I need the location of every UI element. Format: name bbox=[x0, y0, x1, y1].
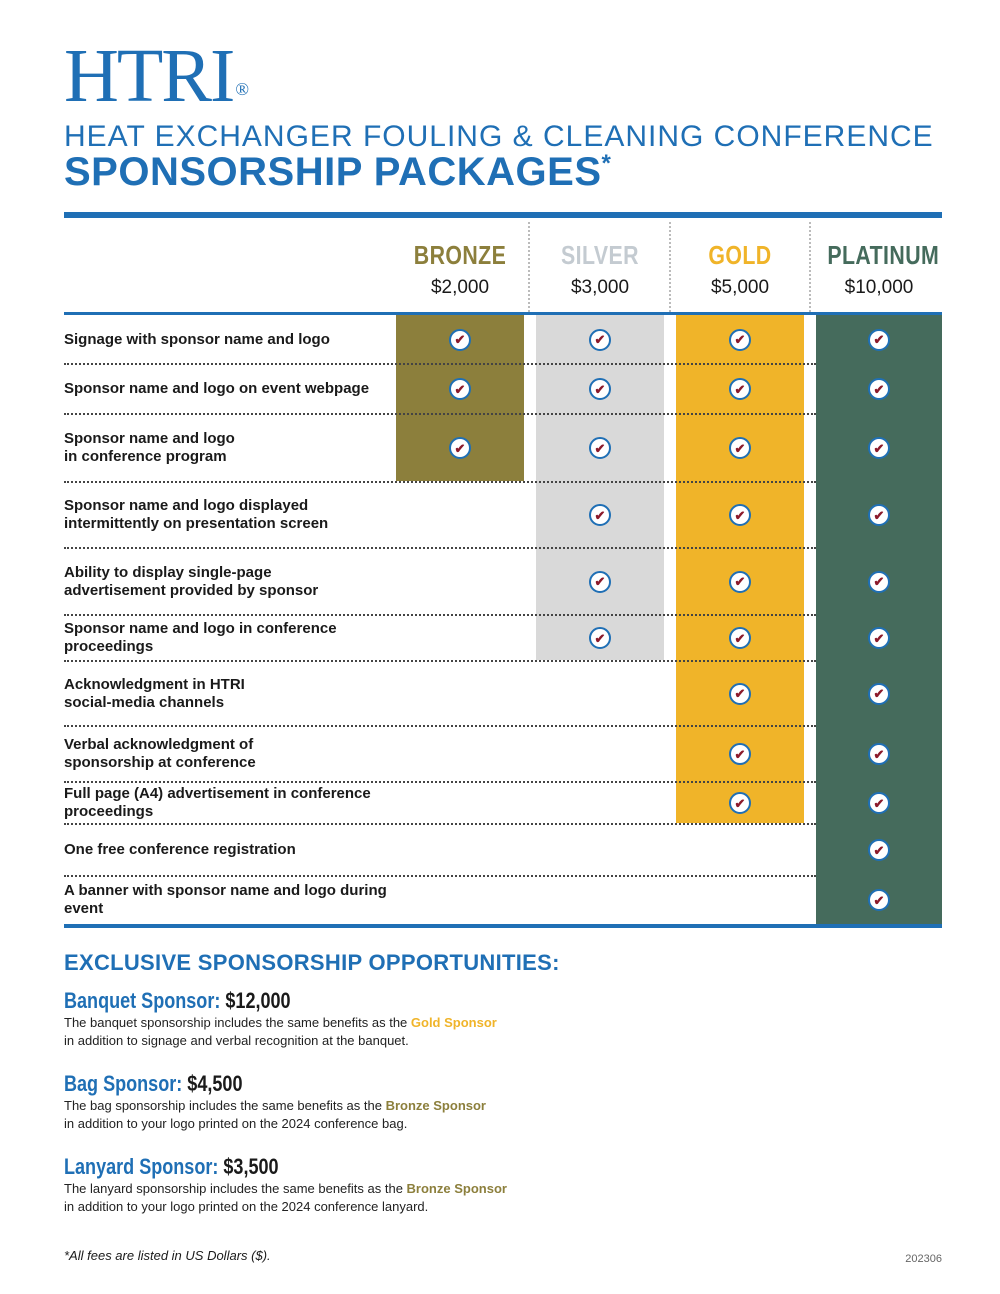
header-divider bbox=[669, 222, 671, 312]
benefit-label-line: advertisement provided by sponsor bbox=[64, 581, 319, 599]
check-circle-icon: ✔ bbox=[729, 571, 751, 593]
tier-price: $10,000 bbox=[844, 277, 914, 298]
check-circle-icon: ✔ bbox=[729, 437, 751, 459]
tier-name: PLATINUM bbox=[827, 240, 940, 270]
check-circle-icon: ✔ bbox=[868, 683, 890, 705]
opportunity-description bbox=[64, 1014, 764, 1050]
benefit-label bbox=[64, 482, 394, 548]
benefit-label-line: Acknowledgment in HTRI bbox=[64, 675, 245, 693]
row-divider bbox=[64, 725, 816, 727]
tier-column-platinum bbox=[816, 315, 942, 924]
row-divider bbox=[64, 781, 816, 783]
check-circle-icon: ✔ bbox=[589, 627, 611, 649]
check-circle-icon: ✔ bbox=[729, 743, 751, 765]
check-circle-icon: ✔ bbox=[868, 743, 890, 765]
benefit-label-line: sponsorship at conference bbox=[64, 754, 256, 771]
benefit-label bbox=[64, 661, 394, 726]
desc-text: The lanyard sponsorship includes the same benefits as the bbox=[64, 1181, 407, 1196]
check-circle-icon: ✔ bbox=[868, 329, 890, 351]
check-circle-icon: ✔ bbox=[868, 571, 890, 593]
desc-highlight: Gold Sponsor bbox=[410, 1015, 497, 1030]
row-divider bbox=[64, 823, 816, 825]
opportunity-description bbox=[64, 1180, 764, 1216]
benefit-label bbox=[64, 615, 394, 661]
benefit-label-line: in conference program bbox=[64, 448, 227, 465]
desc-highlight: Bronze Sponsor bbox=[406, 1181, 507, 1196]
row-divider bbox=[64, 875, 816, 877]
opportunity-name: Bag Sponsor bbox=[64, 1071, 177, 1096]
check-circle-icon: ✔ bbox=[868, 378, 890, 400]
opportunity-heading: Bag Sponsor: $4,500 bbox=[64, 1071, 243, 1096]
table-bottom-rule bbox=[64, 924, 942, 928]
check-circle-icon: ✔ bbox=[449, 329, 471, 351]
row-divider bbox=[64, 413, 816, 415]
opportunity-price: $3,500 bbox=[223, 1154, 279, 1179]
check-circle-icon: ✔ bbox=[868, 627, 890, 649]
check-circle-icon: ✔ bbox=[729, 378, 751, 400]
tier-name: GOLD bbox=[708, 240, 772, 270]
row-divider bbox=[64, 547, 816, 549]
benefit-label-line: One free conference registration bbox=[64, 841, 296, 858]
opportunity-heading: Lanyard Sponsor: $3,500 bbox=[64, 1154, 279, 1179]
bag-sponsor bbox=[64, 1071, 764, 1133]
check-circle-icon: ✔ bbox=[729, 683, 751, 705]
check-circle-icon: ✔ bbox=[729, 504, 751, 526]
tier-header-silver bbox=[536, 222, 664, 312]
benefit-label-line: Sponsor name and logo in conference proceedings bbox=[64, 620, 337, 655]
check-circle-icon: ✔ bbox=[589, 378, 611, 400]
title-asterisk: * bbox=[601, 150, 612, 177]
benefit-label bbox=[64, 315, 394, 364]
top-rule bbox=[64, 212, 942, 218]
row-divider bbox=[64, 660, 816, 662]
benefit-label bbox=[64, 414, 394, 482]
benefit-label bbox=[64, 548, 394, 615]
tier-price: $3,000 bbox=[570, 277, 630, 298]
logo-text: HTRI bbox=[64, 34, 234, 118]
opportunity-heading: Banquet Sponsor: $12,000 bbox=[64, 988, 291, 1013]
benefit-label-line: Full page (A4) advertisement in conference proceedings bbox=[64, 785, 371, 820]
conference-subtitle: HEAT EXCHANGER FOULING & CLEANING CONFERENCE bbox=[64, 120, 934, 153]
header-divider bbox=[528, 222, 530, 312]
benefit-label-line: Ability to display single-page bbox=[64, 563, 272, 581]
banquet-sponsor bbox=[64, 988, 764, 1050]
benefit-label bbox=[64, 824, 394, 876]
check-circle-icon: ✔ bbox=[589, 329, 611, 351]
page-title bbox=[64, 150, 611, 195]
desc-text: The banquet sponsorship includes the same benefits as the bbox=[64, 1015, 411, 1030]
desc-text: in addition to your logo printed on the 2024 conference lanyard. bbox=[64, 1199, 429, 1214]
benefit-label-line: A banner with sponsor name and logo during event bbox=[64, 882, 387, 917]
opportunity-name: Banquet Sponsor bbox=[64, 988, 215, 1013]
check-circle-icon: ✔ bbox=[729, 792, 751, 814]
desc-highlight: Bronze Sponsor bbox=[385, 1098, 486, 1113]
benefit-label-line: social-media channels bbox=[64, 693, 225, 711]
check-circle-icon: ✔ bbox=[449, 378, 471, 400]
desc-text: in addition to signage and verbal recognition at the banquet. bbox=[64, 1033, 409, 1048]
benefit-label-line: Sponsor name and logo bbox=[64, 430, 235, 447]
row-divider bbox=[64, 614, 816, 616]
document-code: 202306 bbox=[905, 1253, 942, 1265]
exclusive-title: EXCLUSIVE SPONSORSHIP OPPORTUNITIES: bbox=[64, 950, 560, 975]
benefit-label bbox=[64, 782, 394, 824]
check-circle-icon: ✔ bbox=[868, 437, 890, 459]
check-circle-icon: ✔ bbox=[589, 504, 611, 526]
check-circle-icon: ✔ bbox=[589, 437, 611, 459]
tier-column-silver bbox=[536, 315, 664, 660]
opportunity-price: $12,000 bbox=[225, 988, 291, 1013]
check-circle-icon: ✔ bbox=[449, 437, 471, 459]
fees-footnote: *All fees are listed in US Dollars ($). bbox=[64, 1248, 271, 1263]
opportunity-name: Lanyard Sponsor bbox=[64, 1154, 213, 1179]
check-circle-icon: ✔ bbox=[729, 627, 751, 649]
opportunity-description bbox=[64, 1097, 764, 1133]
benefit-label bbox=[64, 726, 394, 782]
tier-price: $2,000 bbox=[430, 277, 490, 298]
check-circle-icon: ✔ bbox=[868, 839, 890, 861]
row-divider bbox=[64, 481, 816, 483]
tier-name: BRONZE bbox=[413, 240, 507, 270]
desc-text: The bag sponsorship includes the same benefits as the bbox=[64, 1098, 386, 1113]
tier-header-gold bbox=[676, 222, 804, 312]
tier-name: SILVER bbox=[561, 240, 639, 270]
opportunity-price: $4,500 bbox=[187, 1071, 243, 1096]
benefit-label-line: Sponsor name and logo on event webpage bbox=[64, 380, 370, 397]
desc-text: in addition to your logo printed on the 2024 conference bag. bbox=[64, 1116, 408, 1131]
tier-header-bronze bbox=[396, 222, 524, 312]
check-circle-icon: ✔ bbox=[868, 889, 890, 911]
check-circle-icon: ✔ bbox=[868, 792, 890, 814]
lanyard-sponsor bbox=[64, 1154, 764, 1216]
benefit-label-line: intermittently on presentation screen bbox=[64, 515, 329, 532]
benefit-label-line: Sponsor name and logo displayed bbox=[64, 497, 309, 514]
benefit-label bbox=[64, 876, 394, 924]
benefit-label-line: Verbal acknowledgment of bbox=[64, 736, 254, 753]
page-title-text: SPONSORSHIP PACKAGES bbox=[64, 150, 602, 194]
benefit-label-line: Signage with sponsor name and logo bbox=[64, 330, 330, 348]
check-circle-icon: ✔ bbox=[868, 504, 890, 526]
htri-logo bbox=[64, 34, 247, 118]
registered-mark: ® bbox=[235, 79, 247, 99]
benefit-label bbox=[64, 364, 394, 414]
check-circle-icon: ✔ bbox=[589, 571, 611, 593]
check-circle-icon: ✔ bbox=[729, 329, 751, 351]
tier-header-platinum bbox=[816, 222, 942, 312]
row-divider bbox=[64, 363, 816, 365]
header-divider bbox=[809, 222, 811, 312]
tier-price: $5,000 bbox=[710, 277, 770, 298]
